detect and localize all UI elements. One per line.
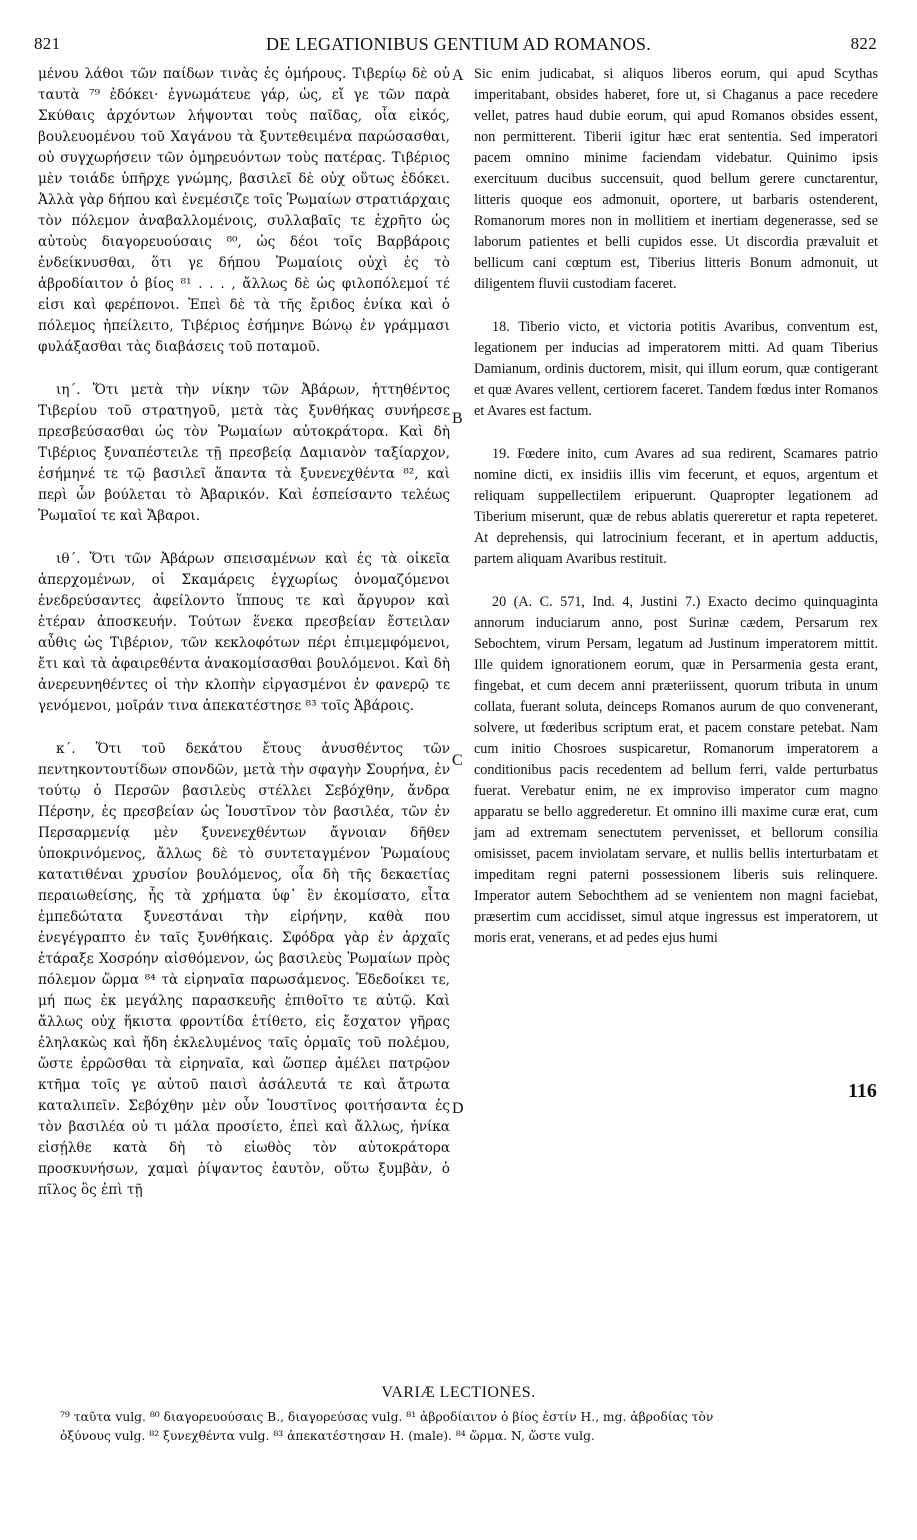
latin-paragraph-19: 19. Fœdere inito, cum Avares ad sua redirent, Scamares patrio nomine dicti, ex insidiis illis vim fecerunt, et equos, argentum et reliquam suppellectilem eripuerunt. Quapropter legationem ad Tiberium miserunt, quæ de rebus ablatis quereretur et rapta repeteret. At deprehensis, qui latrocinium fecerant, et in apertum adductis, partem aliquam Avaribus restituit. bbox=[474, 446, 878, 567]
margin-letter-c: C bbox=[452, 752, 463, 769]
latin-paragraph-18: 18. Tiberio victo, et victoria potitis Avaribus, conventum est, legationem per inducias ad imperatorem mitti. Ad quam Tiberius Damianum, ordinis ductorem, misit, qui illum eorum, quæ contigerant et quæ Avares vellent, certiorem faceret. Tandem fœdus inter Romanos et Avares est factum. bbox=[474, 319, 878, 419]
page-header bbox=[28, 30, 889, 58]
running-title: DE LEGATIONIBUS GENTIUM AD ROMANOS. bbox=[266, 34, 651, 54]
latin-paragraph-1: Sic enim judicabat, si aliquos liberos eorum, qui apud Scythas imperitabant, obsides haberet, fore ut, si Chaganus a pace recedere vellet, patres haud dubie eorum, qui apud Romanos obsides essent, non permitterent. Tiberii igitur hæc erat sententia. Sed imperatori pacem omnino minime faciendam videbatur. Quinimo ipsis exercituum ducibus succensuit, quod bellum gerere cunctarentur, litteris quoque eos admonuit, oportere, ut barbaris ostenderent, Romanorum mores non in mollitiem et inertiam degenerasse, sed se laborum patientes et belli cupidos esse. Ut discordia prævaluit et bellicum cani cœptum est, Tiberius litteris Bonum admonuit, ut diligentem fluvii custodiam faceret. bbox=[474, 66, 878, 292]
greek-paragraph-18: ιη΄. Ὅτι μετὰ τὴν νίκην τῶν Ἀβάρων, ἡττηθέντος Τιβερίου τοῦ στρατηγοῦ, μετὰ τὰς ξυνθήκας συνήρεσε πρεσβεύσασθαι ὡς τὸν Ῥωμαίων αὐτοκράτορα. Καὶ δὴ Τιβέριος ξυναπέστειλε τῇ πρεσβείᾳ Δαμιανὸν ταξίαρχον, ἐσήμηνέ τε τῷ βασιλεῖ ἅπαντα τὰ ξυνενεχθέντα ⁸², καὶ περὶ ὧν βούλεται τὸ Ἀβαρικόν. Καὶ ἐσπείσαντο τελέως Ῥωμαῖοί τε καὶ Ἄβαροι. bbox=[38, 382, 450, 524]
margin-letter-a: A bbox=[452, 67, 464, 84]
page-number-left: 821 bbox=[34, 34, 61, 53]
greek-paragraph-1: μένου λάθοι τῶν παίδων τινὰς ἐς ὁμήρους. Τιβερίῳ δὲ οὐ ταυτὰ ⁷⁹ ἐδόκει· ἐγνωμάτευε γάρ, ὡς, εἴ γε τῶν παρὰ Σκύθαις ἀρχόντων λήψονται τοὺς παῖδας, οἷα εἰκός, βουλευομένου τοῦ Χαγάνου τὰ ξυντεθειμένα παρώσασθαι, οὐ συγχωρήσειν τῶν ὁμηρευόντων τοὺς πατέρας. Τιβέριος μὲν τοιάδε ὑπῆρχε γνώμης, βασιλεῖ δὲ οὐχ οὕτως ἐδόκει. Ἀλλὰ γὰρ δήπου καὶ ἐνεμέσιζε τοῖς Ῥωμαίων στρατιάρχαις τὸν πόλεμον ἀναβαλλομένοις, συλλαβαῖς τε ἐχρῆτο ὡς αὐτοὺς διαγορευούσαις ⁸⁰, ὡς δέοι τοῖς Βαρβάροις ἐνδείκνυσθαι, ὅτι γε δήπου Ῥωμαίοις οὐχὶ ἐς τὸ ἀβροδίαιτον ὁ βίος ⁸¹ . . . , ἄλλως δὲ ὡς φιλοπόλεμοί τέ εἰσι καὶ φερέπονοι. Ἐπεὶ δὲ τὰ τῆς ἔριδος ἐνίκα καὶ ὁ πόλεμος ἠπείλειτο, Τιβέριος ἐσήμηνε Βώνῳ ἐν γράμμασι φυλάξασθαι τὰς διαβάσεις τοῦ ποταμοῦ. bbox=[38, 66, 450, 355]
variae-lectiones bbox=[60, 1408, 877, 1446]
latin-paragraph-20: 20 (A. C. 571, Ind. 4, Justini 7.) Exacto decimo quinquaginta annorum induciarum anno, post Surinæ cædem, Persarum rex Sebochtem, virum Persam, legatum ad Justinum imperatorem mittit. Ille quidem ignorationem eorum, quæ in Persarmenia gesta erant, fingebat, et cum decem anni præteriissent, quorum tributa in unum collata, fuerant soluta, deinceps Romanos aurum de quo convenerant, solvere, ut fœderibus scriptum erat, et pacem constare petebat. Nam cum initio Chosroes suspicaretur, Romanorum imperatorem a conditionibus pacis recedentem ad bellum ferri, valde perturbatus fuerat. Verebatur enim, ne ex improviso imperator cum magno apparatu se bello aggrederetur. Et omnino illi maxime curæ erat, cum jam ad extremam senectutem pervenisset, et bellorum consilia omisisset, pacem inviolatam servare, et nullis bellis interturbatam et impeditam regni paterni possessionem liberis suis relinquere. Imperator autem Sebochthem ad se venientem non magni faciebat, præsertim cum accidisset, simul atque ingressus est imperatorem, ut moris erat, venerans, et ad pedes ejus humi bbox=[474, 594, 878, 946]
greek-column bbox=[38, 64, 450, 1380]
latin-column bbox=[474, 64, 878, 1380]
variae-line-2: ὀξύνους vulg. ⁸² ξυνεχθέντα vulg. ⁸³ ἀπεκατέστησαν H. (male). ⁸⁴ ὥρμα. N, ὥστε vulg. bbox=[60, 1429, 595, 1443]
variae-line-1: ⁷⁹ ταῦτα vulg. ⁸⁰ διαγορευούσαις B., διαγορεύσας vulg. ⁸¹ ἀβροδίαιτον ὁ βίος ἐστίν H., mg. ἀβροδίας τὸν bbox=[60, 1410, 714, 1424]
greek-paragraph-19: ιθ΄. Ὅτι τῶν Ἀβάρων σπεισαμένων καὶ ἐς τὰ οἰκεῖα ἀπερχομένων, οἱ Σκαμάρεις ἐγχωρίως ὀνομαζόμενοι ἐνεδρεύσαντες ἀφείλοντο ἵππους τε καὶ ἄργυρον καὶ ἑτέραν ἀποσκευήν. Τούτων ἕνεκα πρεσβείαν ἔστειλαν αὖθις ὡς Τιβέριον, τῶν κεκλοφότων πέρι ἐπιμεμφόμενοι, ἔτι καὶ τὰ ἀφαιρεθέντα ἀνακομίσασθαι βουλόμενοι. Καὶ δὴ ἀνερευνηθέντες οἱ τὴν κλοπὴν εἰργασμένοι ἐν φανερῷ τε γενόμενοι, μοῖράν τινα ἀπεκατέστησε ⁸³ τοῖς Ἀβάροις. bbox=[38, 551, 450, 714]
margin-page-number: 116 bbox=[848, 1080, 877, 1102]
variae-lectiones-title: VARIÆ LECTIONES. bbox=[381, 1384, 536, 1401]
margin-letter-d: D bbox=[452, 1100, 464, 1117]
greek-paragraph-20: κ΄. Ὅτι τοῦ δεκάτου ἔτους ἀνυσθέντος τῶν πεντηκοντουτίδων σπονδῶν, μετὰ τὴν σφαγὴν Σουρήνα, ἐν τούτῳ ὁ Περσῶν βασιλεὺς στέλλει Σεβόχθην, ἄνδρα Πέρσην, ἐς πρεσβείαν ὡς Ἰουστῖνον τὸν βασιλέα, τῶν ἐν Περσαρμενίᾳ μὲν ξυνενεχθέντων ἄγνοιαν δῆθεν ὑποκρινόμενος, ἄλλως δὲ τὸ συντεταγμένον Ῥωμαίους κατατιθέναι χρυσίον βουλόμενος, οἷα δὴ τῆς δεκαετίας περαιωθείσης, ἧς τὰ χρήματα ὑφ᾽ ἓν ἐκομίσατο, εἶτα ἐμπεδώτατα ξυνεστάναι τὴν εἰρήνην, καθὰ που ἐνεγέγραπτο ἐν ταῖς ξυνθήκαις. Σφόδρα γὰρ ἐν ἀρχαῖς ἐτάραξε Χοσρόην αἰσθόμενον, ὡς βασιλεὺς Ῥωμαίων πρὸς πόλεμον ὥρμα ⁸⁴ τὰ εἰρηναῖα παρωσάμενος. Ἐδεδοίκει τε, μή πως ἐκ μεγάλης παρασκευῆς ἐπιθοῖτο τε αὐτῷ. Καὶ ἄλλως οὐχ ἥκιστα φροντίδα ἐτίθετο, εἰς ἔσχατον γῆρας ἐληλακὼς καὶ ἤδη ἐκλελυμένος ταῖς ὁρμαῖς τοῦ πολέμου, ὥστε ἐρρῶσθαι τὰ εἰρηναῖα, καὶ ὥσπερ ἀμέλει πατρῷον κτῆμα τοῖς γε αὐτοῦ παισὶ ἀσάλευτά τε καὶ ἄτρωτα καταλιπεῖν. Σεβόχθην μὲν οὖν Ἰουστῖνος φοιτήσαντα ἐς τὸν βασιλέα οὐ τι μάλα προσίετο, ἐπεὶ καὶ ἄλλως, ἡνίκα εἰσῄλθε κατὰ δὴ τὸ εἰωθὸς τὸν αὐτοκράτορα προσκυνήσων, χαμαὶ ῥίψαντος ἑαυτὸν, οὕτω ξυμβὰν, ὁ πῖλος ὃς ἐπὶ τῇ bbox=[38, 741, 450, 1198]
margin-letter-b: B bbox=[452, 410, 463, 427]
page-number-right: 822 bbox=[850, 34, 877, 53]
